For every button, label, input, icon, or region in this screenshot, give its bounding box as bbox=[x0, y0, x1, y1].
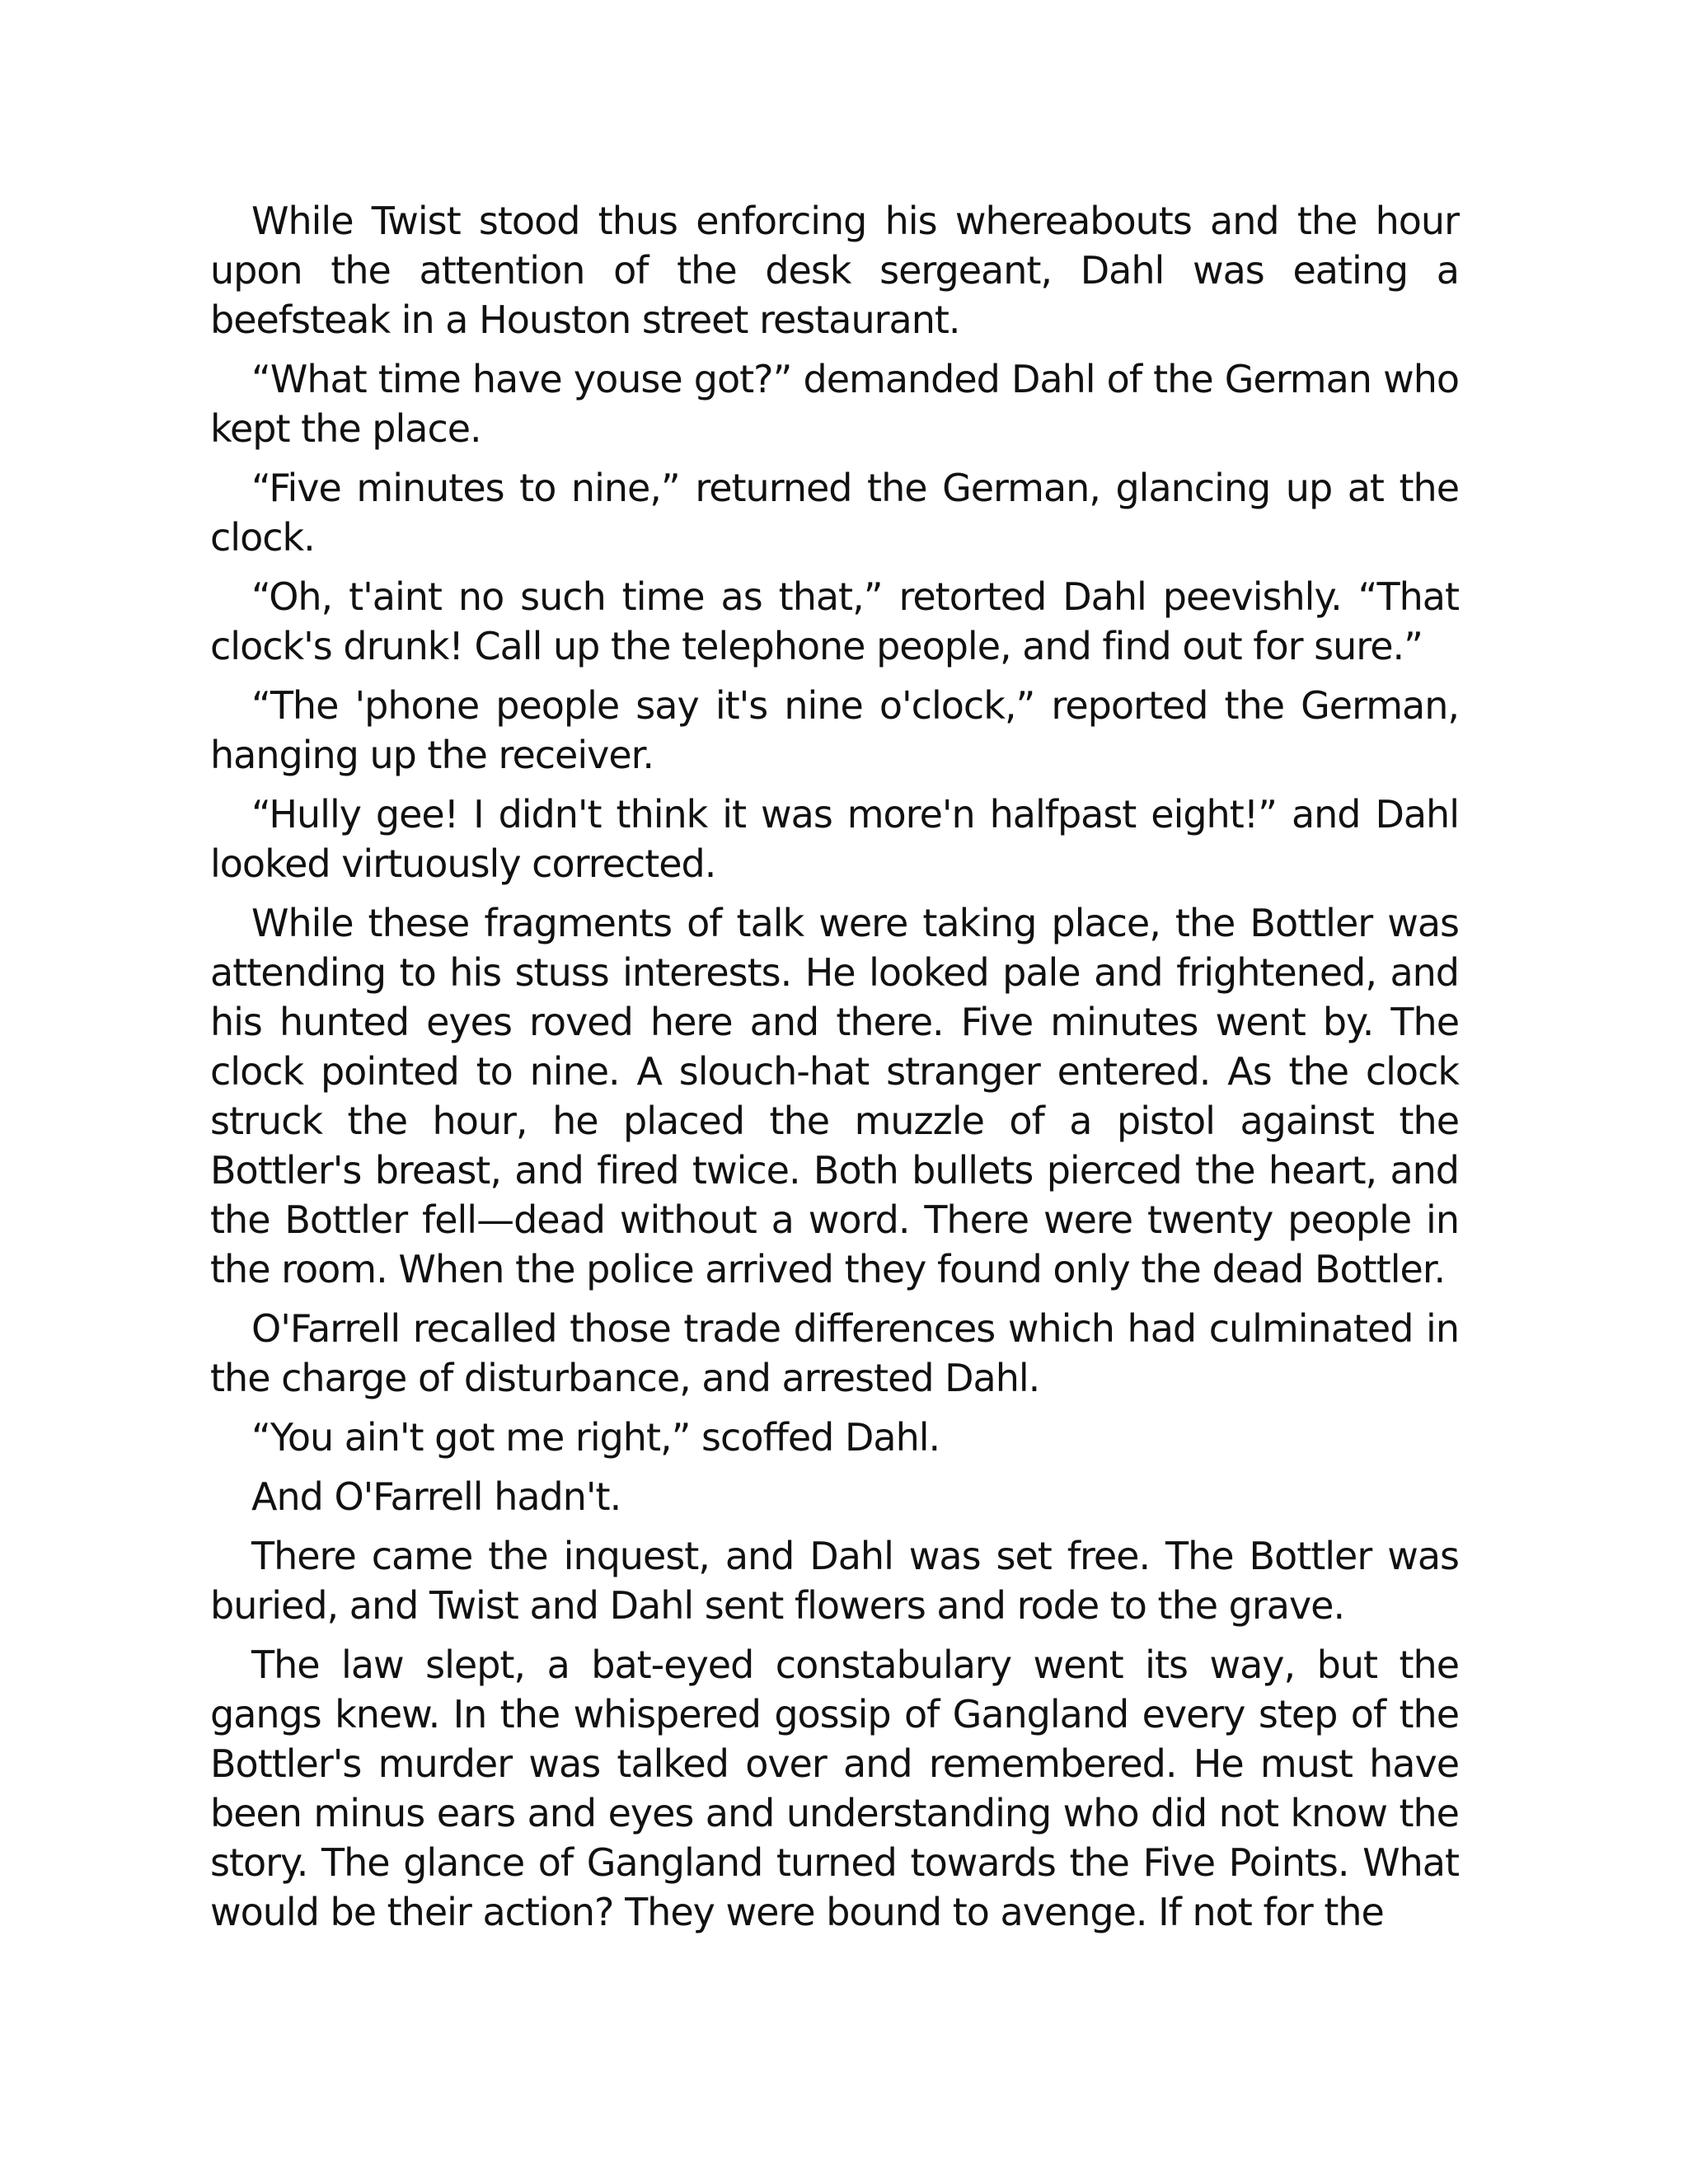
book-page bbox=[210, 196, 1459, 1947]
paragraph: “The 'phone people say it's nine o'clock,” reported the German, hanging up the receiver. bbox=[210, 683, 1459, 777]
paragraph: “Hully gee! I didn't think it was more'n halfpast eight!” and Dahl looked virtuously corrected. bbox=[210, 792, 1459, 886]
paragraph: “You ain't got me right,” scoffed Dahl. bbox=[251, 1415, 940, 1460]
paragraph: “What time have youse got?” demanded Dahl of the German who kept the place. bbox=[210, 357, 1459, 451]
paragraph: “Oh, t'aint no such time as that,” retorted Dahl peevishly. “That clock's drunk! Call up the telephone people, and find out for sure.” bbox=[210, 574, 1459, 668]
paragraph: While these fragments of talk were taking place, the Bottler was attending to his stuss interests. He looked pale and frightened, and his hunted eyes roved here and there. Five minutes went by. The clock pointed to nine. A slouch-hat stranger entered. As the clock struck the hour, he placed the muzzle of a pistol against the Bottler's breast, and fired twice. Both bullets pierced the heart, and the Bottler fell—dead without a word. There were twenty people in the room. When the police arrived they found only the dead Bottler. bbox=[210, 901, 1459, 1291]
paragraph: “Five minutes to nine,” returned the German, glancing up at the clock. bbox=[210, 466, 1459, 560]
paragraph: The law slept, a bat-eyed constabulary went its way, but the gangs knew. In the whispered gossip of Gangland every step of the Bottler's murder was talked over and remembered. He must have been minus ears and eyes and understanding who did not know the story. The glance of Gangland turned towards the Five Points. What would be their action? They were bound to avenge. If not for the bbox=[210, 1643, 1459, 1934]
paragraph: While Twist stood thus enforcing his whereabouts and the hour upon the attention of the desk sergeant, Dahl was eating a beefsteak in a Houston street restaurant. bbox=[210, 199, 1459, 342]
paragraph: There came the inquest, and Dahl was set free. The Bottler was buried, and Twist and Dahl sent flowers and rode to the grave. bbox=[210, 1534, 1459, 1628]
paragraph: O'Farrell recalled those trade differences which had culminated in the charge of disturbance, and arrested Dahl. bbox=[210, 1306, 1459, 1400]
paragraph: And O'Farrell hadn't. bbox=[251, 1474, 621, 1519]
